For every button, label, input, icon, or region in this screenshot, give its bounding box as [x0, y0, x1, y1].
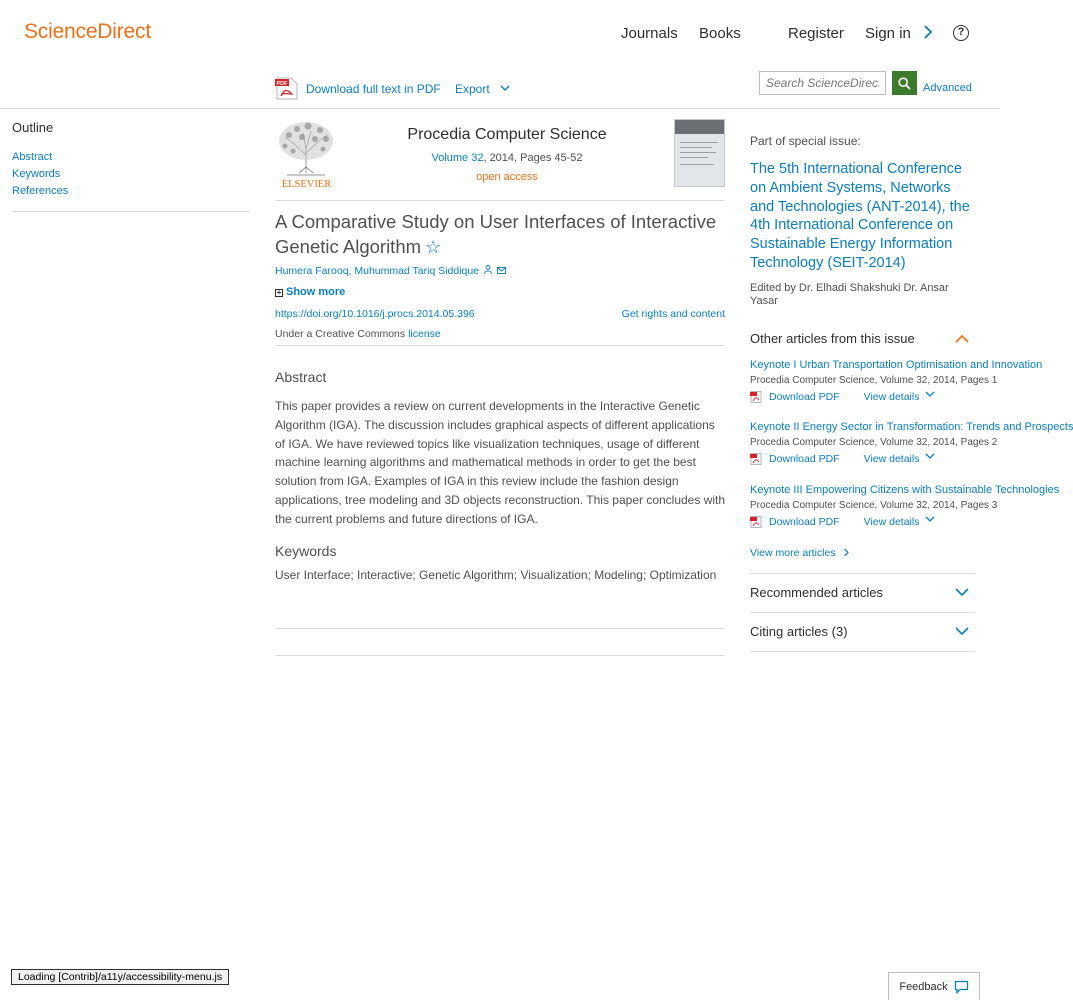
outline-divider — [12, 211, 250, 212]
article-source: Procedia Computer Science, Volume 32, 2014, Pages 3 — [750, 500, 998, 511]
chevron-right-icon — [923, 25, 933, 39]
open-access-badge: open access — [476, 171, 538, 183]
chevron-up-icon[interactable] — [955, 334, 969, 343]
chevron-down-icon[interactable] — [955, 588, 969, 597]
journal-cover[interactable] — [674, 119, 725, 187]
view-details-label: View details — [863, 516, 920, 528]
header-divider — [275, 200, 725, 201]
download-pdf-link[interactable]: Download PDF — [769, 453, 840, 465]
outline-title: Outline — [12, 120, 54, 135]
sidebar-divider — [750, 573, 975, 574]
feedback-button[interactable] — [888, 972, 980, 1000]
view-details-link[interactable] — [864, 391, 936, 403]
feedback-label: Feedback — [899, 980, 948, 993]
abstract-heading: Abstract — [275, 369, 327, 385]
article-source: Procedia Computer Science, Volume 32, 2014, Pages 1 — [750, 375, 998, 386]
article-title-text: A Comparative Study on User Interfaces of Interactive Genetic Algorithm — [275, 211, 717, 257]
journal-title[interactable]: Procedia Computer Science — [407, 126, 607, 143]
volume-link[interactable]: Volume 32 — [431, 152, 484, 164]
chevron-right-icon — [843, 548, 850, 557]
article-link[interactable]: Keynote II Energy Sector in Transformation: Trends and Prospects — [750, 421, 1073, 433]
view-more-articles-link[interactable] — [750, 547, 850, 559]
content-divider — [275, 628, 725, 629]
article-title — [275, 209, 725, 260]
chevron-down-icon — [925, 453, 935, 460]
keywords-text: User Interface; Interactive; Genetic Algorithm; Visualization; Modeling; Optimization — [275, 568, 717, 582]
nav-sign-in[interactable] — [865, 25, 933, 42]
rights-link[interactable]: Get rights and content — [621, 308, 725, 320]
doi-link[interactable]: https://doi.org/10.1016/j.procs.2014.05.396 — [275, 308, 475, 320]
sciencedirect-logo[interactable]: ScienceDirect — [24, 20, 151, 43]
search-button[interactable] — [892, 71, 917, 95]
export-label: Export — [455, 82, 490, 96]
elsevier-logo[interactable] — [275, 119, 338, 189]
keywords-heading: Keywords — [275, 543, 337, 559]
article-actions — [750, 516, 975, 528]
other-articles-heading[interactable]: Other articles from this issue — [750, 331, 915, 346]
outline-item-references[interactable]: References — [12, 185, 69, 197]
license-link[interactable]: license — [408, 328, 441, 340]
citing-articles-toggle[interactable]: Citing articles (3) — [750, 624, 848, 639]
chevron-down-icon — [500, 85, 510, 92]
svg-text:PDF: PDF — [276, 81, 288, 87]
list-item — [750, 421, 1073, 465]
download-pdf-link[interactable]: Download PDF — [769, 516, 840, 528]
elsevier-wordmark: ELSEVIER — [281, 179, 332, 190]
sidebar-divider — [750, 651, 975, 652]
article-source: Procedia Computer Science, Volume 32, 2014, Pages 2 — [750, 437, 998, 448]
list-item — [750, 359, 1043, 403]
recommended-articles-toggle[interactable]: Recommended articles — [750, 585, 883, 600]
plus-icon: + — [276, 288, 282, 297]
chevron-down-icon — [925, 391, 935, 398]
license-line — [275, 328, 441, 340]
view-details-link[interactable] — [864, 516, 936, 528]
view-details-label: View details — [863, 453, 920, 465]
help-icon[interactable]: ? — [953, 25, 969, 41]
show-more-label: Show more — [286, 286, 346, 298]
view-details-link[interactable] — [864, 453, 936, 465]
authors-link[interactable]: Humera Farooq, Muhummad Tariq Siddique — [275, 265, 480, 277]
pdf-icon[interactable] — [275, 77, 299, 100]
special-issue-editors: Edited by Dr. Elhadi Shakshuki Dr. Ansar Yasar — [750, 282, 949, 307]
person-icon[interactable] — [484, 265, 492, 274]
nav-books[interactable]: Books — [699, 25, 741, 42]
export-button[interactable] — [455, 82, 510, 96]
email-icon[interactable] — [497, 267, 506, 274]
article-actions — [750, 453, 975, 465]
article-link[interactable]: Keynote III Empowering Citizens with Sustainable Technologies — [750, 484, 1060, 496]
author-list — [275, 265, 506, 277]
outline-item-keywords[interactable]: Keywords — [12, 168, 61, 180]
speech-bubble-icon — [954, 980, 969, 994]
special-issue-link[interactable]: The 5th International Conference on Ambient Systems, Networks and Technologies (ANT-2014), the 4th International Conference on Sustainable Energy Information Technology (SEIT-2014) — [750, 161, 970, 271]
view-details-label: View details — [863, 391, 920, 403]
search-input[interactable] — [759, 71, 886, 95]
advanced-search-link[interactable]: Advanced — [923, 82, 972, 94]
article-actions — [750, 391, 975, 403]
nav-journals[interactable]: Journals — [621, 25, 678, 42]
download-pdf-button[interactable]: Download full text in PDF — [306, 82, 441, 96]
license-prefix: Under a Creative Commons — [275, 328, 409, 340]
search-icon — [898, 77, 911, 90]
outline-item-abstract[interactable]: Abstract — [12, 151, 53, 163]
loading-status: Loading [Contrib]/a11y/accessibility-menu.js — [11, 969, 229, 985]
special-issue-label: Part of special issue: — [750, 134, 861, 148]
outline-list — [12, 149, 68, 200]
chevron-down-icon[interactable] — [955, 627, 969, 636]
journal-meta-rest: , 2014, Pages 45-52 — [483, 152, 583, 164]
pdf-icon — [750, 453, 762, 465]
pdf-icon — [750, 516, 762, 528]
chevron-down-icon — [925, 516, 935, 523]
article-link[interactable]: Keynote I Urban Transportation Optimisation and Innovation — [750, 359, 1043, 371]
star-icon[interactable]: ☆ — [425, 237, 442, 257]
sign-in-label: Sign in — [865, 25, 911, 42]
pdf-icon — [750, 391, 762, 403]
content-divider — [275, 655, 725, 656]
list-item — [750, 484, 1060, 528]
abstract-text: This paper provides a review on current developments in the Interactive Genetic Algorithm (IGA). The discussion includes graphical aspects of different applications of IGA. We have reviewed topics like visualization techniques, usage of different machine learning algorithms and mathematical methods in order to get the best solution from IGA. Examples of IGA in this review include the fashion design applications, tree modeling and 3D objects reconstruction. This paper concludes with the current problems and future directions of IGA. — [275, 399, 726, 526]
toolbar-divider — [0, 108, 1000, 109]
download-pdf-link[interactable]: Download PDF — [769, 391, 840, 403]
view-more-label: View more articles — [750, 547, 836, 559]
license-divider — [275, 345, 725, 346]
show-more-button[interactable] — [275, 286, 345, 298]
journal-meta — [375, 152, 639, 164]
sidebar-divider — [750, 612, 975, 613]
nav-register[interactable]: Register — [788, 25, 844, 42]
